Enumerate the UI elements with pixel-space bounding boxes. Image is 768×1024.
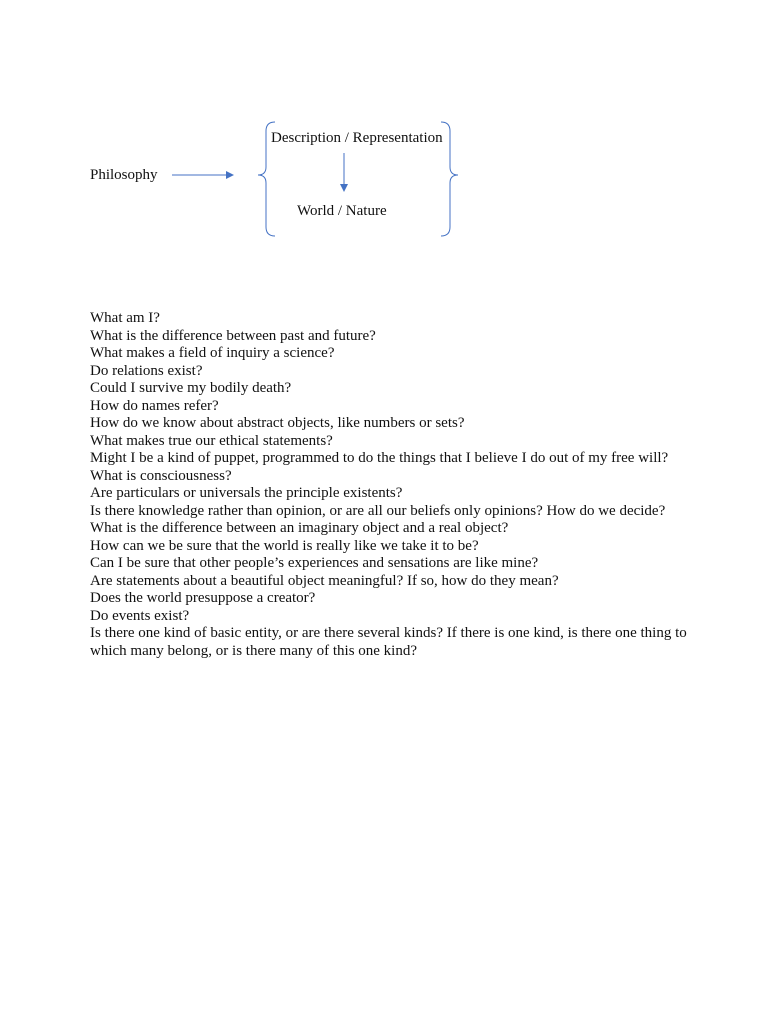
question-item: Are particulars or universals the principle existents?: [90, 485, 403, 501]
question-item: How do names refer?: [90, 397, 219, 414]
philosophy-diagram: [0, 0, 768, 260]
question-item: What is consciousness?: [90, 467, 232, 484]
question-item: What is the difference between past and future?: [90, 327, 376, 344]
question-item: Do events exist?: [90, 607, 190, 624]
world-nature-label: World / Nature: [297, 203, 387, 219]
question-item: Might I be a kind of puppet, programmed to do the things that I believe I do out of my free will?: [90, 450, 669, 466]
right-brace: [441, 122, 458, 236]
question-item: Is there knowledge rather than opinion, or are all our beliefs only opinions? How do we decide?: [90, 502, 666, 519]
question-item: Is there one kind of basic entity, or are there several kinds? If there is one kind, is there one thing to which many belong, or is there many of this one kind?: [90, 625, 687, 659]
question-item: What am I?: [90, 310, 160, 326]
question-item: What makes a field of inquiry a science?: [90, 345, 335, 361]
question-item: What makes true our ethical statements?: [90, 432, 333, 449]
question-item: How can we be sure that the world is really like we take it to be?: [90, 537, 479, 554]
question-item: Do relations exist?: [90, 362, 203, 379]
question-item: Could I survive my bodily death?: [90, 380, 292, 396]
question-item: Does the world presuppose a creator?: [90, 590, 316, 606]
question-item: What is the difference between an imaginary object and a real object?: [90, 520, 509, 536]
philosophy-label: Philosophy: [90, 167, 158, 183]
question-item: How do we know about abstract objects, like numbers or sets?: [90, 415, 465, 431]
description-representation-label: Description / Representation: [271, 130, 443, 146]
question-item: Can I be sure that other people’s experiences and sensations are like mine?: [90, 555, 539, 571]
questions-list: [90, 310, 690, 660]
question-item: Are statements about a beautiful object meaningful? If so, how do they mean?: [90, 572, 559, 589]
